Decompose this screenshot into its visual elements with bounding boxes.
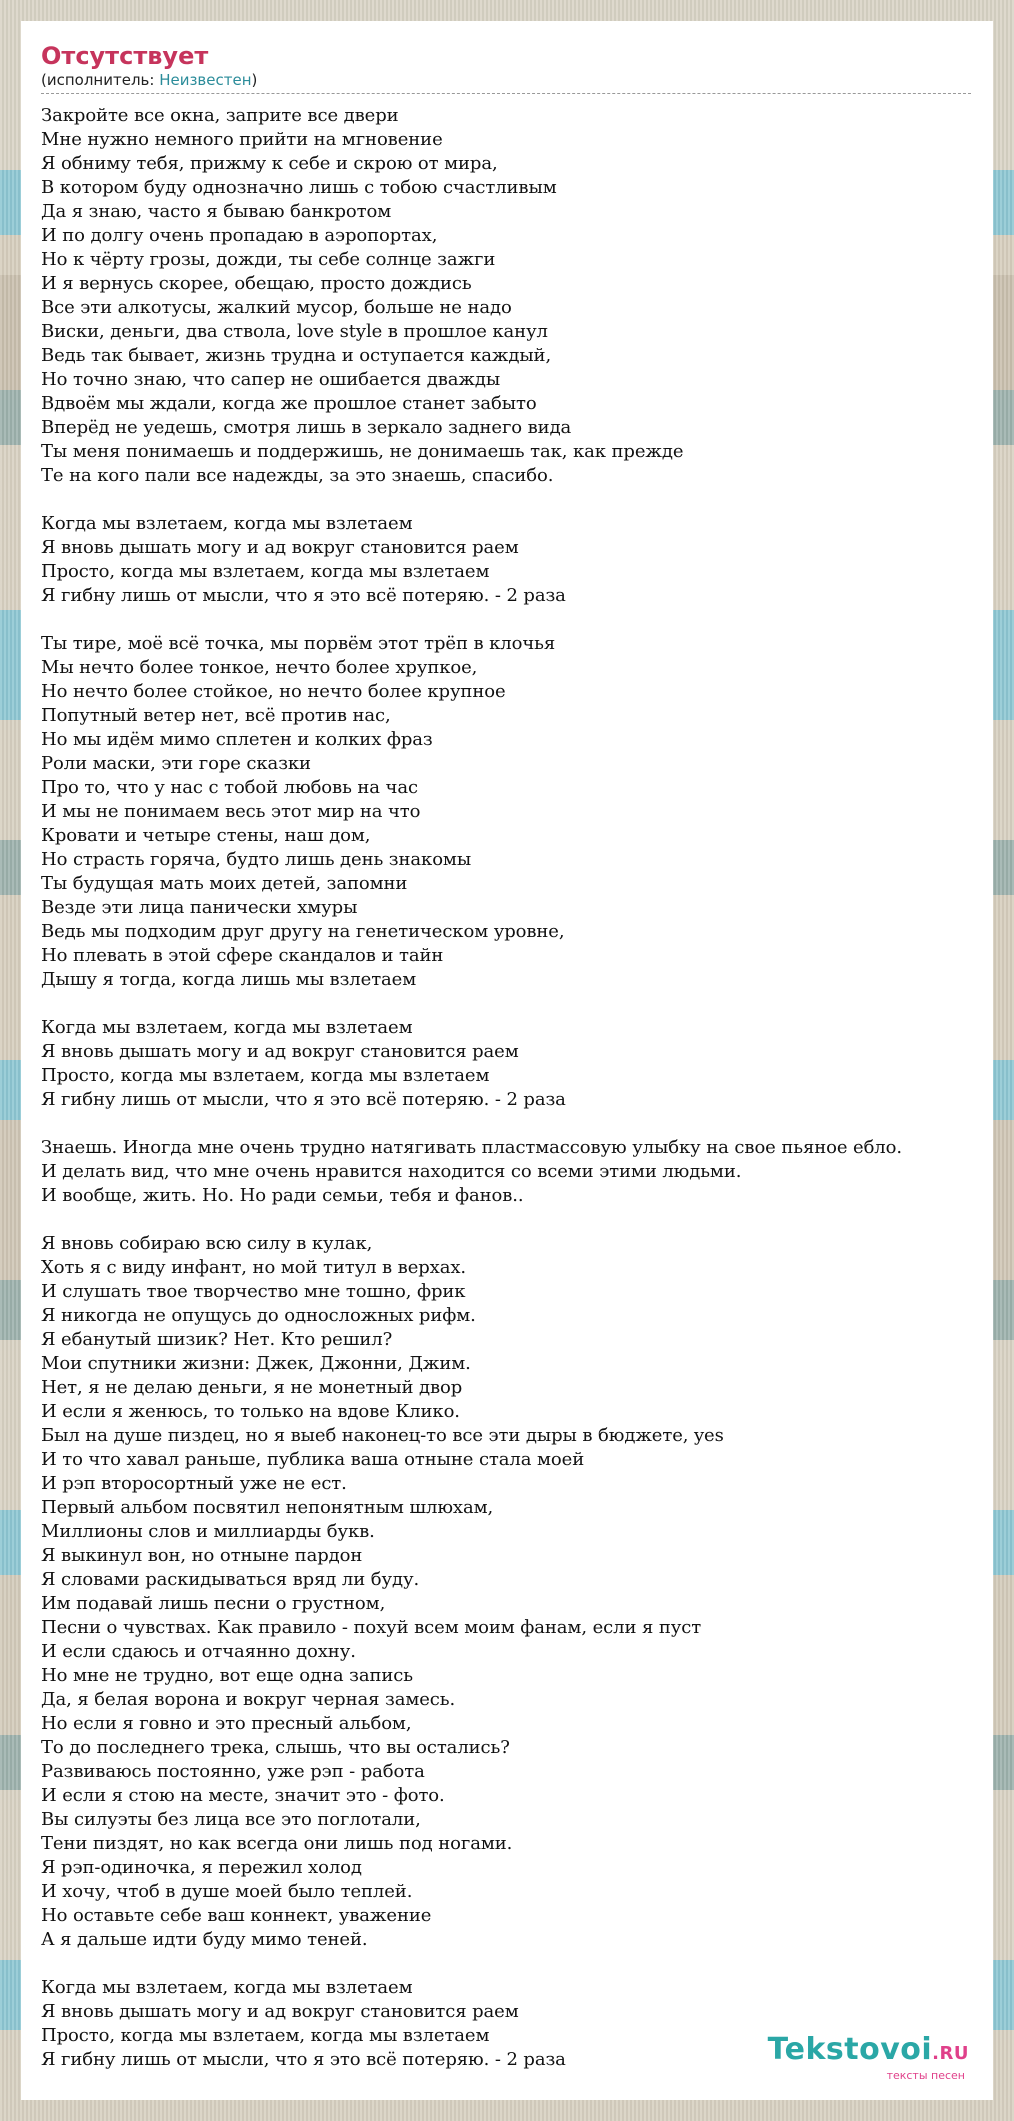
lyric-line: Я вновь дышать могу и ад вокруг становится раем	[41, 2001, 519, 2022]
lyric-line: И если я стою на месте, значит это - фото.	[41, 1785, 445, 1806]
lyric-line: Я ебанутый шизик? Нет. Кто решил?	[41, 1329, 393, 1350]
lyric-line: А я дальше идти буду мимо теней.	[41, 1929, 368, 1950]
lyric-line: Но страсть горяча, будто лишь день знакомы	[41, 849, 472, 870]
lyric-line: Вперёд не уедешь, смотря лишь в зеркало заднего вида	[41, 417, 572, 438]
lyric-line: Когда мы взлетаем, когда мы взлетаем	[41, 513, 413, 534]
lyric-blank-line	[41, 488, 973, 512]
lyric-line: Мы нечто более тонкое, нечто более хрупкое,	[41, 657, 478, 678]
lyric-line: И я вернусь скорее, обещаю, просто дождись	[41, 273, 472, 294]
lyric-line: Просто, когда мы взлетаем, когда мы взлетаем	[41, 1065, 490, 1086]
lyric-line: Когда мы взлетаем, когда мы взлетаем	[41, 1017, 413, 1038]
lyric-line: Роли маски, эти горе сказки	[41, 753, 311, 774]
lyric-line: И слушать твое творчество мне тошно, фрик	[41, 1281, 466, 1302]
lyric-line: Когда мы взлетаем, когда мы взлетаем	[41, 1977, 413, 1998]
lyric-line: Я вновь дышать могу и ад вокруг становится раем	[41, 1041, 519, 1062]
lyric-line: Вы силуэты без лица все это поглотали,	[41, 1809, 421, 1830]
lyric-line: Ты тире, моё всё точка, мы порвём этот трёп в клочья	[41, 633, 556, 654]
lyric-line: Вдвоём мы ждали, когда же прошлое станет забыто	[41, 393, 537, 414]
artist-line	[41, 71, 971, 94]
lyric-line: Везде эти лица панически хмуры	[41, 897, 358, 918]
logo-name: Tekstovoi	[767, 2032, 933, 2067]
lyric-line: Но если я говно и это пресный альбом,	[41, 1713, 412, 1734]
lyric-blank-line	[41, 1112, 973, 1136]
artist-suffix: )	[251, 71, 258, 89]
lyric-line: Просто, когда мы взлетаем, когда мы взлетаем	[41, 2025, 490, 2046]
lyric-line: Дышу я тогда, когда лишь мы взлетаем	[41, 969, 417, 990]
lyric-line: Просто, когда мы взлетаем, когда мы взлетаем	[41, 561, 490, 582]
lyric-line: Закройте все окна, заприте все двери	[41, 105, 399, 126]
lyric-line: Но оставьте себе ваш коннект, уважение	[41, 1905, 432, 1926]
lyric-line: Песни о чувствах. Как правило - похуй всем моим фанам, если я пуст	[41, 1617, 702, 1638]
lyric-line: И то что хавал раньше, публика ваша отныне стала моей	[41, 1449, 585, 1470]
lyric-line: Я никогда не опущусь до односложных рифм.	[41, 1305, 476, 1326]
logo-tld: .RU	[932, 2043, 969, 2064]
logo-wordmark	[768, 2034, 969, 2070]
lyric-line: Но мне не трудно, вот еще одна запись	[41, 1665, 413, 1686]
lyric-line: Но мы идём мимо сплетен и колких фраз	[41, 729, 433, 750]
lyric-line: Миллионы слов и миллиарды букв.	[41, 1521, 375, 1542]
lyric-line: Я вновь дышать могу и ад вокруг становится раем	[41, 537, 519, 558]
lyric-line: И вообще, жить. Но. Но ради семьи, тебя и фанов..	[41, 1185, 524, 1206]
lyric-line: Попутный ветер нет, всё против нас,	[41, 705, 391, 726]
lyric-line: Ведь мы подходим друг другу на генетическом уровне,	[41, 921, 565, 942]
lyric-line: Я словами раскидываться вряд ли буду.	[41, 1569, 420, 1590]
lyric-line: Первый альбом посвятил непонятным шлюхам,	[41, 1497, 494, 1518]
lyric-line: Но нечто более стойкое, но нечто более крупное	[41, 681, 506, 702]
lyric-line: Знаешь. Иногда мне очень трудно натягивать пластмассовую улыбку на свое пьяное ебло.	[41, 1137, 902, 1158]
lyric-line: Ты меня понимаешь и поддержишь, не донимаешь так, как прежде	[41, 441, 684, 462]
lyric-line: Мне нужно немного прийти на мгновение	[41, 129, 443, 150]
lyric-line: Кровати и четыре стены, наш дом,	[41, 825, 371, 846]
lyric-line: Но точно знаю, что сапер не ошибается дважды	[41, 369, 501, 390]
song-title: Отсутствует	[41, 42, 209, 70]
lyric-line: Про то, что у нас с тобой любовь на час	[41, 777, 418, 798]
lyric-line: И делать вид, что мне очень нравится находится со всеми этими людьми.	[41, 1161, 742, 1182]
lyric-line: То до последнего трека, слышь, что вы остались?	[41, 1737, 510, 1758]
lyric-line: Хоть я с виду инфант, но мой титул в верхах.	[41, 1257, 467, 1278]
lyric-blank-line	[41, 992, 973, 1016]
lyric-line: Я гибну лишь от мысли, что я это всё потеряю. - 2 раза	[41, 2049, 566, 2070]
lyric-line: Ты будущая мать моих детей, запомни	[41, 873, 408, 894]
lyric-blank-line	[41, 1208, 973, 1232]
lyric-line: Я гибну лишь от мысли, что я это всё потеряю. - 2 раза	[41, 585, 566, 606]
lyric-line: Был на душе пиздец, но я выеб наконец-то все эти дыры в бюджете, yes	[41, 1425, 724, 1446]
lyric-line: И по долгу очень пропадаю в аэропортах,	[41, 225, 438, 246]
lyric-line: Им подавай лишь песни о грустном,	[41, 1593, 386, 1614]
lyric-line: И рэп второсортный уже не ест.	[41, 1473, 347, 1494]
lyric-line: Да я знаю, часто я бываю банкротом	[41, 201, 392, 222]
lyrics-card	[21, 21, 993, 2100]
lyric-line: Развиваюсь постоянно, уже рэп - работа	[41, 1761, 425, 1782]
lyric-line: Тени пиздят, но как всегда они лишь под ногами.	[41, 1833, 513, 1854]
lyric-line: Я выкинул вон, но отныне пардон	[41, 1545, 363, 1566]
lyric-line: Ведь так бывает, жизнь трудна и оступается каждый,	[41, 345, 552, 366]
lyrics-text	[41, 104, 973, 2072]
lyric-line: Мои спутники жизни: Джек, Джонни, Джим.	[41, 1353, 471, 1374]
lyric-line: Но к чёрту грозы, дожди, ты себе солнце зажги	[41, 249, 496, 270]
lyric-line: И если сдаюсь и отчаянно дохну.	[41, 1641, 356, 1662]
lyric-line: Но плевать в этой сфере скандалов и тайн	[41, 945, 444, 966]
lyric-line: В котором буду однозначно лишь с тобою счастливым	[41, 177, 557, 198]
artist-prefix: (исполнитель:	[41, 71, 160, 89]
artist-link[interactable]: Неизвестен	[159, 71, 252, 89]
lyric-line: Я обниму тебя, прижму к себе и скрою от мира,	[41, 153, 498, 174]
lyric-blank-line	[41, 608, 973, 632]
logo-tagline: тексты песен	[886, 2069, 965, 2082]
lyric-line: Виски, деньги, два ствола, love style в прошлое канул	[41, 321, 548, 342]
lyric-line: И хочу, чтоб в душе моей было теплей.	[41, 1881, 413, 1902]
lyric-line: Я гибну лишь от мысли, что я это всё потеряю. - 2 раза	[41, 1089, 566, 1110]
lyric-line: Те на кого пали все надежды, за это знаешь, спасибо.	[41, 465, 554, 486]
lyric-line: Все эти алкотусы, жалкий мусор, больше не надо	[41, 297, 512, 318]
lyric-line: Да, я белая ворона и вокруг черная замесь.	[41, 1689, 456, 1710]
site-logo[interactable]	[768, 2034, 969, 2082]
lyric-line: Я вновь собираю всю силу в кулак,	[41, 1233, 373, 1254]
lyric-line: Я рэп-одиночка, я пережил холод	[41, 1857, 362, 1878]
lyric-blank-line	[41, 1952, 973, 1976]
lyric-line: Нет, я не делаю деньги, я не монетный двор	[41, 1377, 463, 1398]
lyric-line: И мы не понимаем весь этот мир на что	[41, 801, 421, 822]
lyric-line: И если я женюсь, то только на вдове Клико.	[41, 1401, 460, 1422]
